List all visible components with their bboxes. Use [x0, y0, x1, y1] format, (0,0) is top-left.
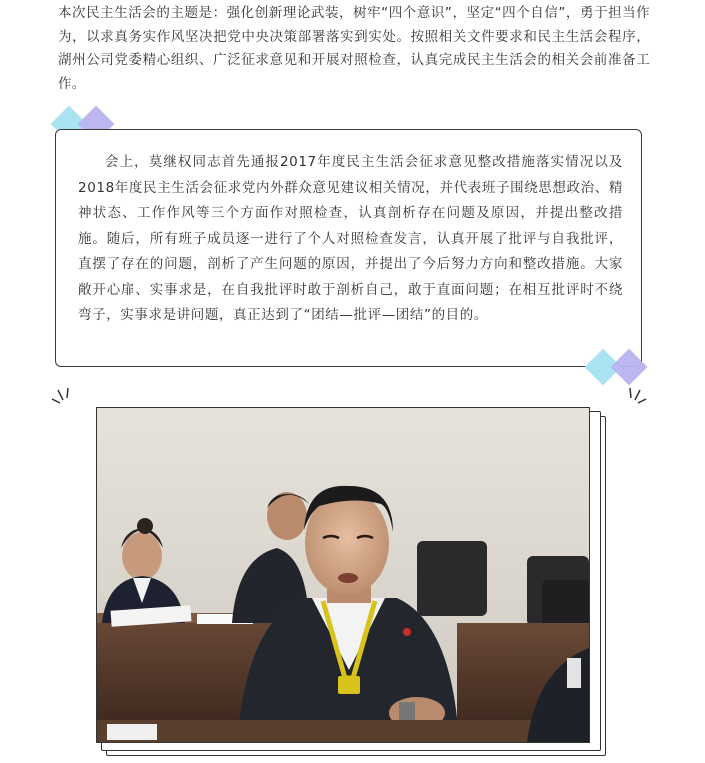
spark-icon-right	[624, 385, 650, 407]
spark-icon-left	[48, 385, 74, 407]
meeting-photo-illustration	[97, 408, 589, 742]
card-paragraph: 会上，莫继权同志首先通报2017年度民主生活会征求意见整改措施落实情况以及2018年度民主生活会征求党内外群众意见建议相关情况，并代表班子围绕思想政治、精神状态、工作作风等三个方面作对照检查，认真剖析存在问题及原因，并提出整改措施。随后，所有班子成员逐一进行了个人对照检查发言，认真开展了批评与自我批评，直摆了存在的问题，剖析了产生问题的原因，并提出了今后努力方向和整改措施。大家敞开心扉、实事求是，在自我批评时敢于剖析自己，敢于直面问题；在相互批评时不绕弯子，实事求是讲问题，真正达到了“团结—批评—团结”的目的。	[78, 154, 623, 323]
quote-card	[55, 129, 642, 367]
intro-paragraph: 本次民主生活会的主题是：强化创新理论武装，树牢“四个意识”，坚定“四个自信”，勇于担当作为，以求真务实作风坚决把党中央决策部署落实到实处。按照相关文件要求和民主生活会程序，湖州公司党委精心组织、广泛征求意见和开展对照检查，认真完成民主生活会的相关会前准备工作。	[58, 5, 650, 92]
photo-frame	[94, 404, 606, 756]
meeting-photo	[96, 407, 590, 743]
